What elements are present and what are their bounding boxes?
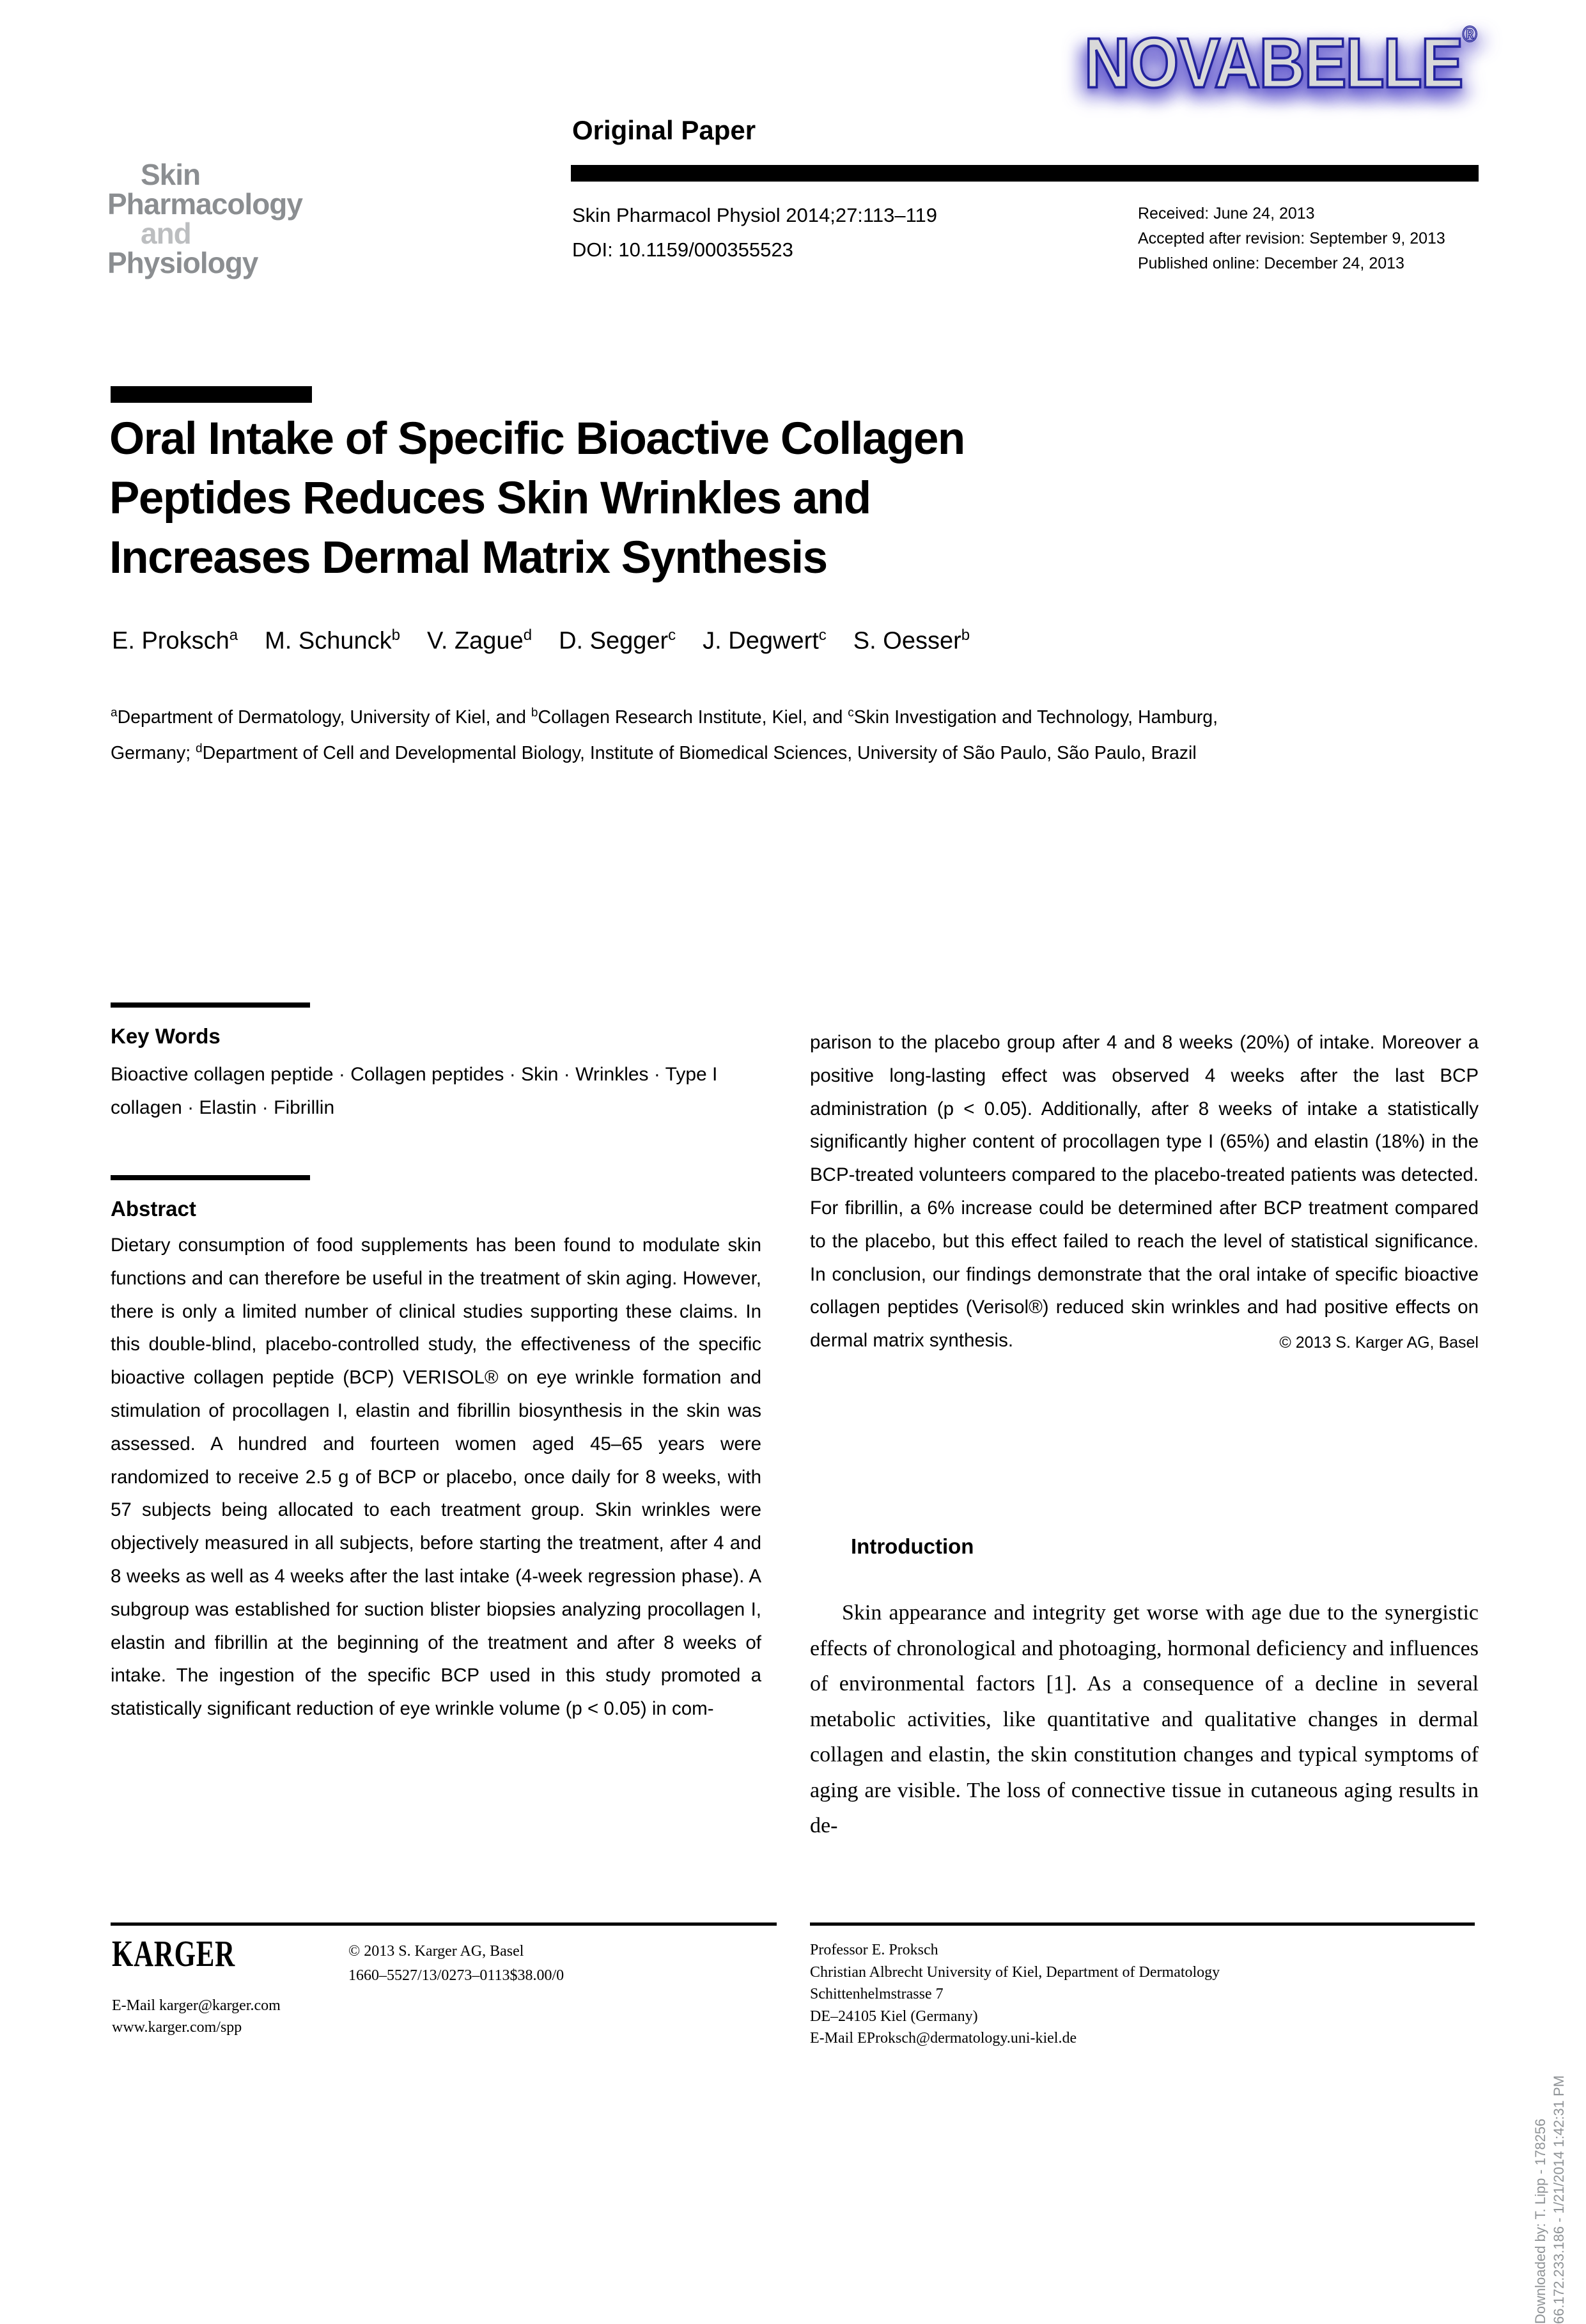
- citation-doi: DOI: 10.1159/000355523: [572, 238, 793, 261]
- correspondence-line: Professor E. Proksch: [810, 1942, 938, 1958]
- affiliation-segment: [531, 707, 848, 728]
- title-line: Increases Dermal Matrix Synthesis: [109, 533, 827, 583]
- affiliation-text: Collagen Research Institute, Kiel, and: [538, 706, 848, 728]
- download-watermark: [1531, 2075, 1568, 2324]
- author-affiliation-sup: c: [818, 627, 827, 644]
- publisher-copyright: [348, 1939, 564, 1988]
- keywords-heading: Key Words: [111, 1024, 221, 1048]
- author: [112, 627, 238, 655]
- author: [427, 627, 532, 655]
- affiliation-sup: c: [848, 706, 854, 719]
- introduction-heading: Introduction: [851, 1534, 974, 1558]
- author-affiliation-sup: a: [229, 627, 238, 644]
- title-line: Peptides Reduces Skin Wrinkles and: [109, 473, 871, 524]
- correspondence-block: [810, 1939, 1220, 2050]
- abstract-heading: Abstract: [111, 1197, 196, 1220]
- footer-rule-right: [810, 1922, 1475, 1926]
- publisher-logo: KARGER: [112, 1933, 235, 1974]
- author-affiliation-sup: c: [668, 627, 676, 644]
- author-name: M. Schunck: [265, 627, 392, 655]
- novabelle-logo-text: NOVABELLE: [1084, 24, 1463, 103]
- keywords-text: Bioactive collagen peptide · Collagen peptides · Skin · Wrinkles · Type I collagen · Elastin · Fibrillin: [111, 1064, 718, 1118]
- footer-rule-left: [111, 1922, 777, 1926]
- author-affiliation-sup: d: [523, 627, 533, 644]
- author-affiliation-sup: b: [391, 627, 400, 644]
- author: [853, 627, 970, 655]
- publisher-copyright-line: © 2013 S. Karger AG, Basel: [348, 1943, 524, 1960]
- citation-block: [572, 198, 937, 267]
- authors-line: [112, 627, 970, 655]
- author: [265, 627, 400, 655]
- journal-logo-line: Pharmacology: [107, 187, 302, 221]
- date-line: Received: June 24, 2013: [1138, 205, 1315, 222]
- correspondence-line: Schittenhelmstrasse 7: [810, 1986, 944, 2002]
- novabelle-brand-logo: [1084, 21, 1477, 103]
- correspondence-line: E-Mail EProksch@dermatology.uni-kiel.de: [810, 2030, 1077, 2047]
- publisher-contact: [112, 1995, 281, 2038]
- correspondence-line: DE–24105 Kiel (Germany): [810, 2008, 978, 2025]
- abstract-rule: [111, 1175, 310, 1180]
- journal-logo-line: and: [141, 217, 191, 250]
- dates-block: [1138, 201, 1445, 276]
- affiliation-text: Department of Dermatology, University of Kiel, and: [117, 706, 531, 728]
- author-name: S. Oesser: [853, 627, 961, 655]
- journal-logo-line: Physiology: [107, 246, 258, 279]
- publisher-copyright-line: 1660–5527/13/0273–0113$38.00/0: [348, 1967, 564, 1984]
- abstract-column-2-text: parison to the placebo group after 4 and 8 weeks (20%) of intake. Moreover a positive long-lasting effect was observed 4 weeks after the last BCP administration (p < 0.05). Additionally, after 8 weeks of intake a statistically significantly higher content of procollagen type I (65%) and elastin (18%) in the BCP-treated volunteers compared to the placebo-treated patients was detected. For fibrillin, a 6% increase could be determined after BCP treatment compared to the placebo, but this effect failed to reach the level of statistical significance. In conclusion, our findings demonstrate that the oral intake of specific bioactive collagen peptides (Verisol®) reduced skin wrinkles and had positive effects on dermal matrix synthesis.: [810, 1032, 1479, 1352]
- correspondence-line: Christian Albrecht University of Kiel, Department of Dermatology: [810, 1963, 1220, 1981]
- author: [703, 627, 827, 655]
- title-line: Oral Intake of Specific Bioactive Collagen: [109, 414, 965, 464]
- header-rule: [571, 165, 1479, 182]
- author-name: V. Zague: [426, 627, 524, 655]
- author: [559, 627, 676, 655]
- author-affiliation-sup: b: [961, 627, 970, 644]
- affiliation-segment: [196, 743, 1197, 763]
- citation-volume: Skin Pharmacol Physiol 2014;27:113–119: [572, 204, 938, 226]
- abstract-copyright: © 2013 S. Karger AG, Basel: [1279, 1334, 1479, 1352]
- publisher-contact-line: E-Mail karger@karger.com: [112, 1997, 281, 2014]
- affiliation-text: Department of Cell and Developmental Biology, Institute of Biomedical Sciences, University of São Paulo, São Paulo, Brazil: [202, 743, 1197, 763]
- section-label: Original Paper: [572, 115, 756, 145]
- publisher-contact-line: www.karger.com/spp: [112, 2019, 242, 2036]
- watermark-line: 66.172.233.186 - 1/21/2014 1:42:31 PM: [1551, 2075, 1567, 2324]
- author-name: E. Proksch: [112, 627, 229, 655]
- watermark-line: Downloaded by: T. Lipp - 178256: [1532, 2118, 1548, 2324]
- affiliation-sup: d: [196, 742, 203, 756]
- introduction-paragraph: Skin appearance and integrity get worse with age due to the synergistic effects of chronological and photoaging, hormonal deficiency and influences of environmental factors [1]. As a consequence of a decline in several metabolic activities, like quantitative and qualitative changes in dermal collagen and elastin, the skin constitution changes and typical symptoms of aging are visible. The loss of connective tissue in cutaneous aging results in de-: [810, 1601, 1479, 1837]
- date-line: Accepted after revision: September 9, 2013: [1138, 230, 1445, 247]
- registered-mark-icon: ®: [1462, 21, 1477, 47]
- affiliation-sup: a: [111, 706, 118, 719]
- author-name: D. Segger: [559, 627, 669, 655]
- journal-logo-line: Skin: [141, 158, 201, 191]
- affiliation-segment: [111, 707, 531, 728]
- date-line: Published online: December 24, 2013: [1138, 254, 1404, 272]
- article-title: [109, 409, 965, 588]
- affiliation-text: Skin Investigation and Technology, Hamburg, Germany;: [111, 706, 1218, 763]
- keywords-rule: [111, 1002, 310, 1008]
- abstract-column-1: Dietary consumption of food supplements has been found to modulate skin functions and can therefore be useful in the treatment of skin aging. However, there is only a limited number of clinical studies supporting these claims. In this double-blind, placebo-controlled study, the effectiveness of the specific bioactive collagen peptide (BCP) VERISOL® on eye wrinkle formation and stimulation of procollagen I, elastin and fibrillin biosynthesis in the skin was assessed. A hundred and fourteen women aged 45–65 years were randomized to receive 2.5 g of BCP or placebo, once daily for 8 weeks, with 57 subjects being allocated to each treatment group. Skin wrinkles were objectively measured in all subjects, before starting the treatment, after 4 and 8 weeks as well as 4 weeks after the last intake (4-week regression phase). A subgroup was established for suction blister biopsies analyzing procollagen I, elastin and fibrillin at the beginning of the treatment and after 8 weeks of intake. The ingestion of the specific BCP used in this study promoted a statistically significant reduction of eye wrinkle volume (p < 0.05) in com-: [111, 1235, 761, 1720]
- abstract-column-2: [810, 1026, 1479, 1360]
- affiliation-sup: b: [531, 706, 538, 719]
- author-name: J. Degwert: [703, 627, 819, 655]
- affiliations: [111, 697, 1255, 769]
- journal-logo: [107, 160, 302, 277]
- title-rule: [111, 386, 312, 403]
